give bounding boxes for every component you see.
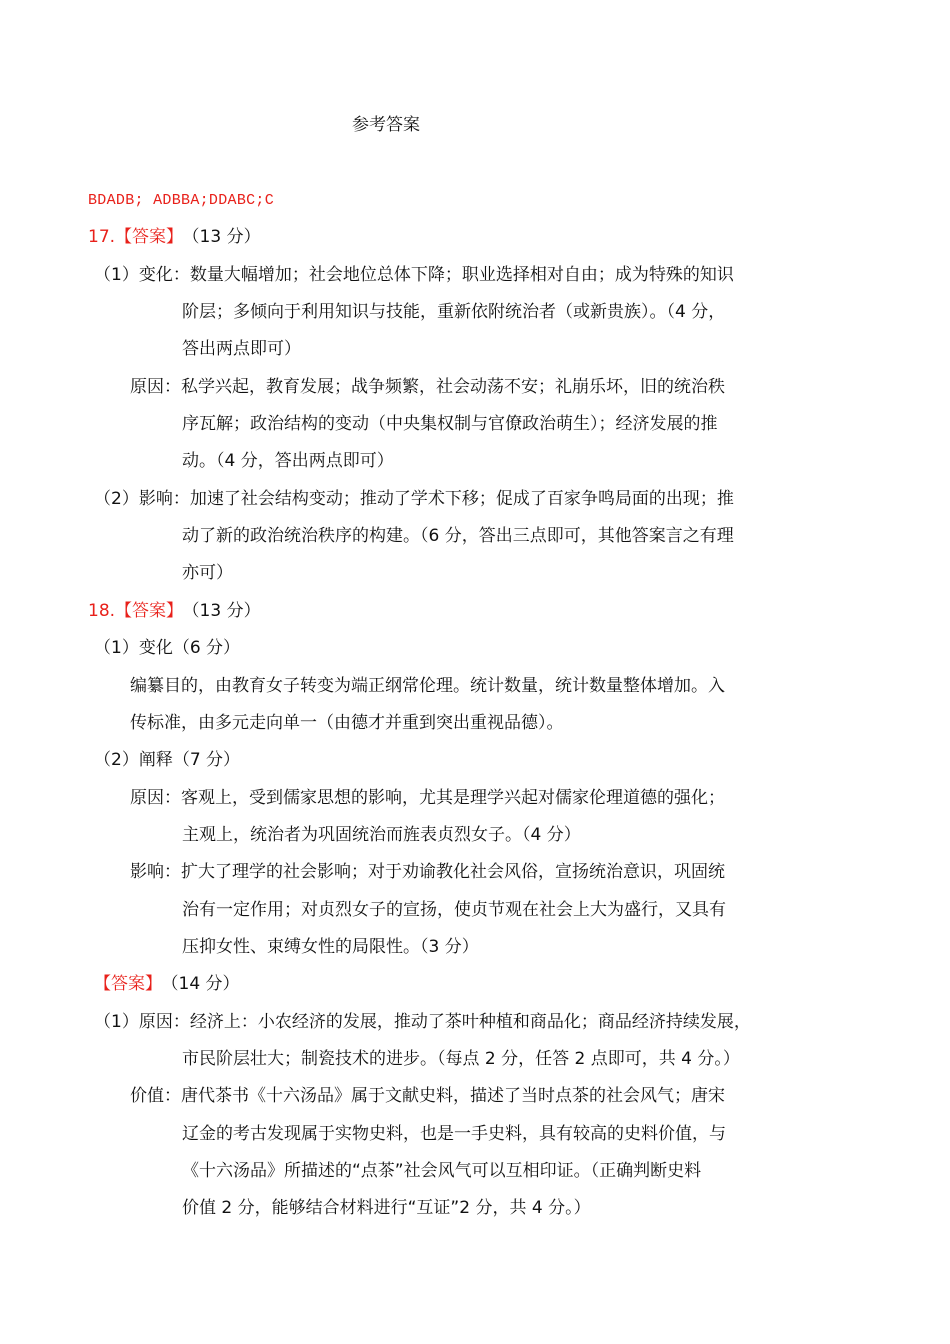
q18-header — [88, 600, 261, 622]
q18-line: 影响：扩大了理学的社会影响；对于劝谕教化社会风俗，宣扬统治意识，巩固统 — [130, 862, 725, 882]
q19-line: 辽金的考古发现属于实物史料，也是一手史料，具有较高的史料价值，与 — [182, 1124, 726, 1144]
q19-line: 《十六汤品》所描述的“点茶”社会风气可以互相印证。（正确判断史料 — [182, 1161, 702, 1181]
choice-answer-key: BDADB; ADBBA;DDABC;C — [88, 192, 275, 209]
page-title: 参考答案 — [352, 115, 420, 135]
q19-header — [94, 973, 240, 995]
q17-answer-tag: 【答案】 — [115, 227, 184, 247]
q18-line: 治有一定作用；对贞烈女子的宣扬，使贞节观在社会上大为盛行，又具有 — [182, 900, 726, 920]
q17-number: 17. — [88, 227, 116, 247]
q17-line: 动了新的政治统治秩序的构建。（6 分，答出三点即可，其他答案言之有理 — [182, 526, 734, 546]
q18-line: 传标准，由多元走向单一（由德才并重到突出重视品德）。 — [130, 713, 564, 733]
q19-points: （14 分） — [170, 974, 240, 994]
q17-line: 答出两点即可） — [182, 339, 301, 359]
q17-line: 动。（4 分，答出两点即可） — [182, 451, 394, 471]
q19-line: 价值 2 分，能够结合材料进行“互证”2 分，共 4 分。） — [182, 1198, 591, 1218]
q19-line: （1）原因：经济上：小农经济的发展，推动了茶叶种植和商品化；商品经济持续发展， — [94, 1012, 751, 1032]
q17-line: 序瓦解；政治结构的变动（中央集权制与官僚政治萌生）；经济发展的推 — [182, 414, 718, 434]
q18-line: （2）阐释（7 分） — [94, 750, 241, 770]
q17-line: 阶层；多倾向于利用知识与技能，重新依附统治者（或新贵族）。（4 分， — [182, 302, 726, 322]
q19-line: 价值：唐代茶书《十六汤品》属于文献史料，描述了当时点茶的社会风气；唐宋 — [130, 1086, 725, 1106]
q17-header — [88, 226, 261, 248]
q18-answer-tag: 【答案】 — [115, 601, 184, 621]
q17-points: （13 分） — [191, 227, 261, 247]
q19-answer-tag: 【答案】 — [94, 974, 162, 994]
q17-line: （2）影响：加速了社会结构变动；推动了学术下移；促成了百家争鸣局面的出现；推 — [94, 489, 734, 509]
q17-line: （1）变化：数量大幅增加；社会地位总体下降；职业选择相对自由；成为特殊的知识 — [94, 265, 734, 285]
q18-line: 压抑女性、束缚女性的局限性。（3 分） — [182, 937, 479, 957]
q18-points: （13 分） — [191, 601, 261, 621]
q18-number: 18. — [88, 601, 116, 621]
q19-line: 市民阶层壮大；制瓷技术的进步。（每点 2 分，任答 2 点即可，共 4 分。） — [182, 1049, 740, 1069]
q17-line: 原因：私学兴起，教育发展；战争频繁，社会动荡不安；礼崩乐坏，旧的统治秩 — [130, 377, 725, 397]
q18-line: 原因：客观上，受到儒家思想的影响，尤其是理学兴起对儒家伦理道德的强化； — [130, 788, 725, 808]
q18-line: 主观上，统治者为巩固统治而旌表贞烈女子。（4 分） — [182, 825, 581, 845]
q18-line: （1）变化（6 分） — [94, 638, 241, 658]
q17-line: 亦可） — [182, 563, 233, 583]
q18-line: 编纂目的，由教育女子转变为端正纲常伦理。统计数量，统计数量整体增加。入 — [130, 676, 725, 696]
